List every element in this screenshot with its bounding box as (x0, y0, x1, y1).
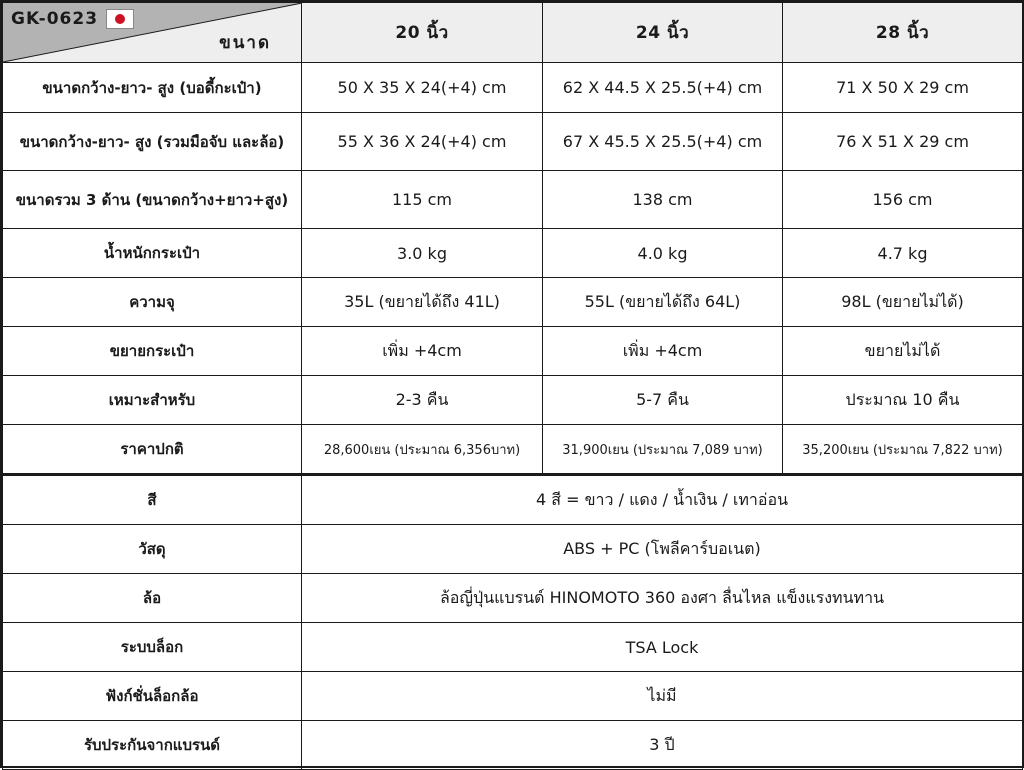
row-expansion (3, 327, 1023, 376)
row-label: น้ำหนักกระเป๋า (3, 229, 302, 278)
value-24: 31,900เยน (ประมาณ 7,089 บาท) (543, 425, 783, 475)
spec-value: TSA Lock (302, 623, 1023, 672)
column-header-24: 24 นิ้ว (543, 3, 783, 63)
value-20: 115 cm (302, 171, 543, 229)
row-total-dimensions (3, 113, 1023, 171)
spec-label: ระบบล็อก (3, 623, 302, 672)
row-price (3, 425, 1023, 475)
value-24: 67 X 45.5 X 25.5(+4) cm (543, 113, 783, 171)
value-28: 71 X 50 X 29 cm (783, 63, 1023, 113)
spec-row-wheel-lock (3, 672, 1023, 721)
spec-value: ไม่มี (302, 672, 1023, 721)
row-body-dimensions (3, 63, 1023, 113)
value-20: 35L (ขยายได้ถึง 41L) (302, 278, 543, 327)
row-suitable-for (3, 376, 1023, 425)
spec-value: 4 สี = ขาว / แดง / น้ำเงิน / เทาอ่อน (302, 475, 1023, 525)
value-20: เพิ่ม +4cm (302, 327, 543, 376)
spec-value: ABS + PC (โพลีคาร์บอเนต) (302, 525, 1023, 574)
row-weight (3, 229, 1023, 278)
row-label: เหมาะสำหรับ (3, 376, 302, 425)
value-24: 4.0 kg (543, 229, 783, 278)
row-label: ขนาดกว้าง-ยาว- สูง (รวมมือจับ และล้อ) (3, 113, 302, 171)
value-20: 3.0 kg (302, 229, 543, 278)
spec-label: สี (3, 475, 302, 525)
spec-row-material (3, 525, 1023, 574)
size-header-label: ขนาด (219, 33, 271, 53)
value-20: 28,600เยน (ประมาณ 6,356บาท) (302, 425, 543, 475)
spec-value: ล้อญี่ปุ่นแบรนด์ HINOMOTO 360 องศา ลื่นไหล แข็งแรงทนทาน (302, 574, 1023, 623)
row-label: ขนาดกว้าง-ยาว- สูง (บอดี้กะเป๋า) (3, 63, 302, 113)
value-28: 76 X 51 X 29 cm (783, 113, 1023, 171)
value-28: 98L (ขยายไม่ได้) (783, 278, 1023, 327)
value-24: 55L (ขยายได้ถึง 64L) (543, 278, 783, 327)
row-linear-sum (3, 171, 1023, 229)
spec-row-wheels (3, 574, 1023, 623)
spec-label: ฟังก์ชั่นล็อกล้อ (3, 672, 302, 721)
spec-value: 3 ปี (302, 721, 1023, 770)
row-label: ขยายกระเป๋า (3, 327, 302, 376)
japan-flag-icon (106, 9, 134, 29)
row-label: ขนาดรวม 3 ด้าน (ขนาดกว้าง+ยาว+สูง) (3, 171, 302, 229)
spec-row-warranty (3, 721, 1023, 770)
value-28: ประมาณ 10 คืน (783, 376, 1023, 425)
column-header-28: 28 นิ้ว (783, 3, 1023, 63)
spec-label: วัสดุ (3, 525, 302, 574)
value-28: ขยายไม่ได้ (783, 327, 1023, 376)
row-capacity (3, 278, 1023, 327)
row-label: ความจุ (3, 278, 302, 327)
value-28: 4.7 kg (783, 229, 1023, 278)
value-24: 138 cm (543, 171, 783, 229)
model-code-text: GK-0623 (11, 9, 99, 29)
value-28: 35,200เยน (ประมาณ 7,822 บาท) (783, 425, 1023, 475)
spec-row-color (3, 475, 1023, 525)
spec-label: รับประกันจากแบรนด์ (3, 721, 302, 770)
header-corner-cell (3, 3, 302, 63)
value-24: เพิ่ม +4cm (543, 327, 783, 376)
value-20: 50 X 35 X 24(+4) cm (302, 63, 543, 113)
column-header-20: 20 นิ้ว (302, 3, 543, 63)
model-code (11, 9, 134, 29)
row-label: ราคาปกติ (3, 425, 302, 475)
value-20: 55 X 36 X 24(+4) cm (302, 113, 543, 171)
spec-label: ล้อ (3, 574, 302, 623)
spec-row-lock (3, 623, 1023, 672)
value-24: 62 X 44.5 X 25.5(+4) cm (543, 63, 783, 113)
spec-table (2, 2, 1023, 770)
header-row (3, 3, 1023, 63)
value-20: 2-3 คืน (302, 376, 543, 425)
value-24: 5-7 คืน (543, 376, 783, 425)
value-28: 156 cm (783, 171, 1023, 229)
